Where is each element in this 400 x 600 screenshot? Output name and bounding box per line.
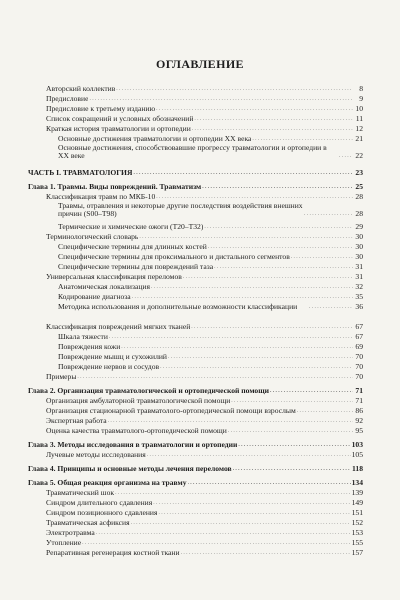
toc-entry-page: 9 (359, 94, 363, 103)
toc-entry-label: Примеры (46, 373, 77, 381)
toc-leader (96, 528, 351, 537)
toc-entry-page: 71 (355, 396, 363, 405)
toc-entry (46, 114, 363, 123)
toc-entry-label: Глава 2. Организация травматологической и ортопедической помощи (28, 387, 269, 395)
toc-entry-label: Классификация повреждений мягких тканей (46, 323, 191, 331)
toc-entry (58, 242, 363, 251)
toc-leader (109, 332, 353, 341)
toc-entry-page: 8 (359, 84, 363, 93)
toc-entry (58, 352, 363, 361)
toc-entry-page: 32 (355, 282, 363, 291)
toc-entry-page: 86 (355, 406, 363, 415)
toc-entry-label: Экспертная работа (46, 417, 107, 425)
toc-entry-label: Краткая история травматологии и ортопедии (46, 125, 191, 133)
toc-entry (46, 548, 363, 557)
toc-leader (82, 538, 350, 547)
toc-entry-page: 30 (355, 252, 363, 261)
toc-entry-page: 11 (355, 114, 363, 123)
toc-leader (228, 426, 353, 435)
page-title: ОГЛАВЛЕНИЕ (156, 57, 244, 71)
toc-entry-label: Травматический шок (46, 489, 115, 497)
toc-entry-label: Специфические термины для длинных костей (58, 243, 207, 251)
toc-entry-label: Глава 5. Общая реакция организма на травму (28, 479, 187, 487)
toc-entry-label: Предисловие к третьему изданию (46, 105, 156, 113)
toc-entry (46, 94, 363, 103)
toc-entry-label: Электротравма (46, 529, 95, 537)
toc-entry (46, 538, 363, 547)
toc-entry-label: Лучевые методы исследования (46, 451, 146, 459)
toc-entry-page: 28 (355, 192, 363, 201)
toc-entry-page: 25 (355, 182, 363, 191)
toc-leader (297, 406, 353, 415)
toc-part (28, 168, 363, 177)
toc-leader (139, 232, 353, 241)
toc-entry-page: 36 (355, 302, 363, 311)
toc-leader (77, 372, 353, 381)
toc-entry-label: Анатомическая локализация (58, 283, 150, 291)
toc-leader (208, 242, 353, 251)
toc-leader (131, 518, 351, 527)
toc-entry-page: 31 (355, 272, 363, 281)
toc-leader (304, 209, 353, 218)
toc-entry-label: Авторский коллектив (46, 85, 116, 93)
toc-leader (339, 151, 353, 160)
toc-leader (270, 386, 353, 395)
toc-entry (58, 262, 363, 271)
toc-entry-label: Специфические термины для повреждений таза (58, 263, 214, 271)
toc-leader (309, 302, 353, 311)
toc-entry (58, 134, 363, 143)
toc-entry (46, 272, 363, 281)
toc-entry-page: 103 (351, 440, 363, 449)
toc-entry (46, 426, 363, 435)
toc-leader (183, 272, 353, 281)
toc-entry (46, 406, 363, 415)
toc-entry-label: Травмы, отравления и некоторые другие последствия воздействия внешних причин (S00–T98) (58, 202, 303, 219)
toc-entry-page: 70 (355, 362, 363, 371)
toc-entry (46, 508, 363, 517)
toc-leader (156, 104, 353, 113)
toc-entry-page: 30 (355, 242, 363, 251)
toc-leader (231, 396, 353, 405)
toc-entry-page: 152 (351, 518, 363, 527)
toc-entry-label: Основные достижения, способствовавшие прогрессу травматологии и ортопедии в ХХ веке (58, 144, 327, 161)
toc-entry-page: 23 (355, 168, 363, 177)
toc-leader (202, 182, 353, 191)
toc-leader (194, 114, 353, 123)
toc-entry (58, 362, 363, 371)
toc-leader (89, 94, 353, 103)
toc-entry-page: 153 (351, 528, 363, 537)
toc-entry-page: 149 (351, 498, 363, 507)
toc-entry (46, 104, 363, 113)
toc-entry-page: 30 (355, 232, 363, 241)
toc-leader (181, 548, 351, 557)
toc-leader (158, 508, 350, 517)
toc-leader (238, 440, 350, 449)
toc-leader (133, 168, 353, 177)
toc-entry (46, 528, 363, 537)
toc-entry-label: Список сокращений и условных обозначений (46, 115, 194, 123)
toc-chapter (28, 478, 363, 487)
toc-entry-label: Методика использования и дополнительные возможности классификации (58, 303, 298, 311)
toc-entry-page: 92 (355, 416, 363, 425)
toc-entry-label: Основные достижения травматологии и ортопедии ХХ века (58, 135, 252, 143)
toc-entry (58, 144, 363, 161)
toc-entry-label: Шкала тяжести (58, 333, 108, 341)
toc-entry (46, 232, 363, 241)
toc-entry-page: 35 (355, 292, 363, 301)
toc-leader (116, 84, 353, 93)
toc-entry-page: 134 (351, 478, 363, 487)
toc-leader (192, 124, 353, 133)
toc-chapter (28, 182, 363, 191)
toc-entry (46, 372, 363, 381)
toc-entry-label: Универсальная классификация переломов (46, 273, 182, 281)
toc-entry (46, 450, 363, 459)
toc-entry-page: 71 (355, 386, 363, 395)
toc-entry-page: 105 (351, 450, 363, 459)
toc-leader (132, 292, 353, 301)
toc-leader (252, 134, 353, 143)
toc-entry (46, 518, 363, 527)
toc-entry-page: 21 (355, 134, 363, 143)
toc-leader (115, 488, 351, 497)
toc-leader (233, 464, 351, 473)
toc-entry-label: Кодирование диагноза (58, 293, 131, 301)
toc-entry-label: Классификация травм по МКБ-10 (46, 193, 156, 201)
toc-leader (121, 342, 353, 351)
toc-leader (153, 498, 350, 507)
toc-entry-page: 70 (355, 372, 363, 381)
toc-entry-label: Утопление (46, 539, 82, 547)
toc-entry-page: 70 (355, 352, 363, 361)
toc-leader (168, 352, 353, 361)
toc-entry (46, 396, 363, 405)
toc-entry (58, 222, 363, 231)
toc-entry-page: 10 (355, 104, 363, 113)
toc-entry-page: 139 (351, 488, 363, 497)
toc-entry (46, 124, 363, 133)
toc-entry (58, 342, 363, 351)
toc-entry-label: Репаративная регенерация костной ткани (46, 549, 180, 557)
toc-entry-page: 22 (355, 151, 363, 161)
toc-entry-label: Синдром позиционного сдавления (46, 509, 158, 517)
toc-entry (46, 488, 363, 497)
toc-entry-label: ЧАСТЬ I. ТРАВМАТОЛОГИЯ (28, 169, 133, 177)
toc-entry (58, 292, 363, 301)
toc-entry-label: Глава 3. Методы исследования в травматологии и ортопедии (28, 441, 238, 449)
toc-entry-label: Терминологический словарь (46, 233, 139, 241)
toc-entry (58, 252, 363, 261)
toc-entry (46, 84, 363, 93)
toc-leader (156, 192, 353, 201)
toc-entry (46, 322, 363, 331)
toc-chapter (28, 440, 363, 449)
toc-entry-label: Специфические термины для проксимального и дистального сегментов (58, 253, 290, 261)
toc-entry-page: 12 (355, 124, 363, 133)
toc-entry (58, 282, 363, 291)
toc-leader (147, 450, 351, 459)
toc-chapter (28, 386, 363, 395)
toc-entry-label: Глава 4. Принципы и основные методы лечения переломов (28, 465, 232, 473)
toc-entry-page: 28 (355, 209, 363, 219)
toc-entry-label: Травматическая асфиксия (46, 519, 130, 527)
toc-entry-page: 118 (352, 464, 363, 473)
toc-entry-page: 157 (351, 548, 363, 557)
toc-entry (46, 416, 363, 425)
toc-entry-label: Повреждение нервов и сосудов (58, 363, 160, 371)
toc-entry-label: Глава 1. Травмы. Виды повреждений. Травматизм (28, 183, 202, 191)
toc-entry-page: 95 (355, 426, 363, 435)
toc-leader (204, 222, 353, 231)
toc-entry-page: 67 (355, 332, 363, 341)
toc-entry-label: Предисловие (46, 95, 89, 103)
toc-entry-page: 67 (355, 322, 363, 331)
toc-entry-label: Синдром длительного сдавления (46, 499, 153, 507)
toc-leader (291, 252, 353, 261)
toc-entry-page: 29 (355, 222, 363, 231)
toc-entry-page: 155 (351, 538, 363, 547)
toc-entry (46, 498, 363, 507)
toc-entry (58, 332, 363, 341)
toc-entry (46, 192, 363, 201)
toc-leader (191, 322, 353, 331)
toc-entry-label: Организация амбулаторной травматологической помощи (46, 397, 231, 405)
toc-leader (214, 262, 353, 271)
toc-entry-label: Термические и химические ожоги (T20–T32) (58, 223, 204, 231)
toc-leader (188, 478, 351, 487)
toc-leader (160, 362, 353, 371)
toc-leader (108, 416, 353, 425)
toc-entry-label: Организация стационарной травматолого-ортопедической помощи взрослым (46, 407, 296, 415)
toc-entry-page: 69 (355, 342, 363, 351)
toc-chapter (28, 464, 363, 473)
toc-entry-page: 31 (355, 262, 363, 271)
toc-entry (58, 202, 363, 219)
toc-entry-label: Повреждения кожи (58, 343, 121, 351)
toc-leader (151, 282, 353, 291)
toc-entry-label: Оценка качества травматолого-ортопедической помощи (46, 427, 227, 435)
toc-entry-page: 151 (351, 508, 363, 517)
toc-entry-label: Повреждение мышц и сухожилий (58, 353, 168, 361)
toc-entry (58, 302, 363, 311)
